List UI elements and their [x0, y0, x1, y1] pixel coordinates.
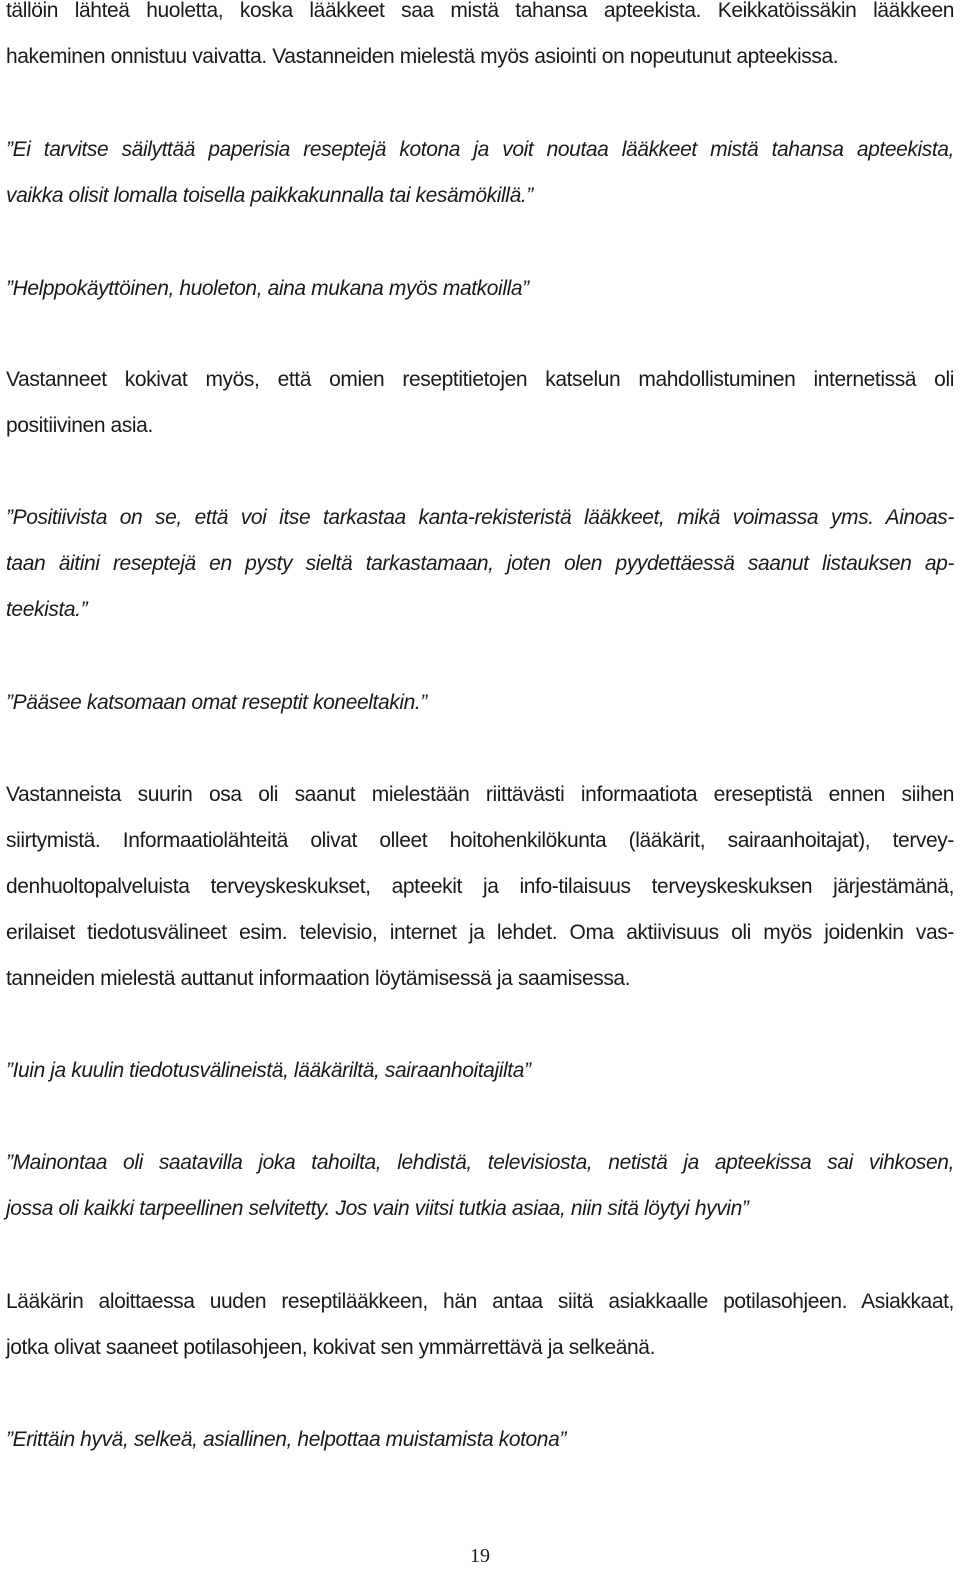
text-line: ”Ei tarvitse säilyttää paperisia reseptejä kotona ja voit noutaa lääkkeet mistä tahansa apteekista, — [6, 138, 954, 161]
text-line: hakeminen onnistuu vaivatta. Vastanneiden mielestä myös asiointi on nopeutunut apteekissa. — [6, 45, 839, 68]
text-line: positiivinen asia. — [6, 414, 153, 437]
quote-3 — [6, 495, 954, 633]
text-line: Lääkärin aloittaessa uuden reseptilääkkeen, hän antaa siitä asiakkaalle potilasohjeen. Asiakkaat, — [6, 1290, 954, 1313]
paragraph-3 — [6, 772, 954, 1002]
text-line: tällöin lähteä huoletta, koska lääkkeet saa mistä tahansa apteekista. Keikkatöissäkin lääkkeen — [6, 0, 954, 22]
quote-5 — [6, 1048, 954, 1094]
text-line: ”Iuin ja kuulin tiedotusvälineistä, lääkäriltä, sairaanhoitajilta” — [6, 1059, 531, 1082]
text-line: jotka olivat saaneet potilasohjeen, kokivat sen ymmärrettävä ja selkeänä. — [6, 1336, 656, 1359]
paragraph-1 — [6, 0, 954, 80]
paragraph-4 — [6, 1279, 954, 1371]
quote-4 — [6, 680, 954, 726]
text-line: vaikka olisit lomalla toisella paikkakunnalla tai kesämökillä.” — [6, 184, 533, 207]
quote-2 — [6, 266, 954, 312]
text-line: ”Positiivista on se, että voi itse tarkastaa kanta-rekisteristä lääkkeet, mikä voimassa yms. Ainoas- — [6, 506, 954, 529]
text-line: ”Helppokäyttöinen, huoleton, aina mukana myös matkoilla” — [6, 277, 529, 300]
text-line: tanneiden mielestä auttanut informaation löytämisessä ja saamisessa. — [6, 967, 631, 990]
page-number: 19 — [470, 1545, 490, 1567]
text-line: denhuoltopalveluista terveyskeskukset, apteekit ja info-tilaisuus terveyskeskuksen järjestämänä, — [6, 875, 954, 898]
text-line: erilaiset tiedotusvälineet esim. televisio, internet ja lehdet. Oma aktiivisuus oli myös joidenkin vas- — [6, 921, 954, 944]
text-line: teekista.” — [6, 598, 88, 621]
text-line: jossa oli kaikki tarpeellinen selvitetty. Jos vain viitsi tutkia asiaa, niin sitä löytyi hyvin” — [6, 1197, 749, 1220]
text-line: ”Erittäin hyvä, selkeä, asiallinen, helpottaa muistamista kotona” — [6, 1428, 566, 1451]
text-line: siirtymistä. Informaatiolähteitä olivat olleet hoitohenkilökunta (lääkärit, sairaanhoitajat), tervey- — [6, 829, 954, 852]
text-line: taan äitini reseptejä en pysty sieltä tarkastamaan, joten olen pyydettäessä saanut listauksen ap- — [6, 552, 954, 575]
text-line: Vastanneet kokivat myös, että omien reseptitietojen katselun mahdollistuminen internetissä oli — [6, 368, 954, 391]
paragraph-2 — [6, 357, 954, 449]
text-line: ”Mainontaa oli saatavilla joka tahoilta, lehdistä, televisiosta, netistä ja apteekissa sai vihkosen, — [6, 1151, 954, 1174]
quote-6 — [6, 1140, 954, 1232]
quote-1 — [6, 127, 954, 219]
quote-7 — [6, 1417, 954, 1463]
text-line: ”Pääsee katsomaan omat reseptit koneeltakin.” — [6, 691, 427, 714]
text-line: Vastanneista suurin osa oli saanut mielestään riittävästi informaatiota ereseptistä ennen siihen — [6, 783, 954, 806]
